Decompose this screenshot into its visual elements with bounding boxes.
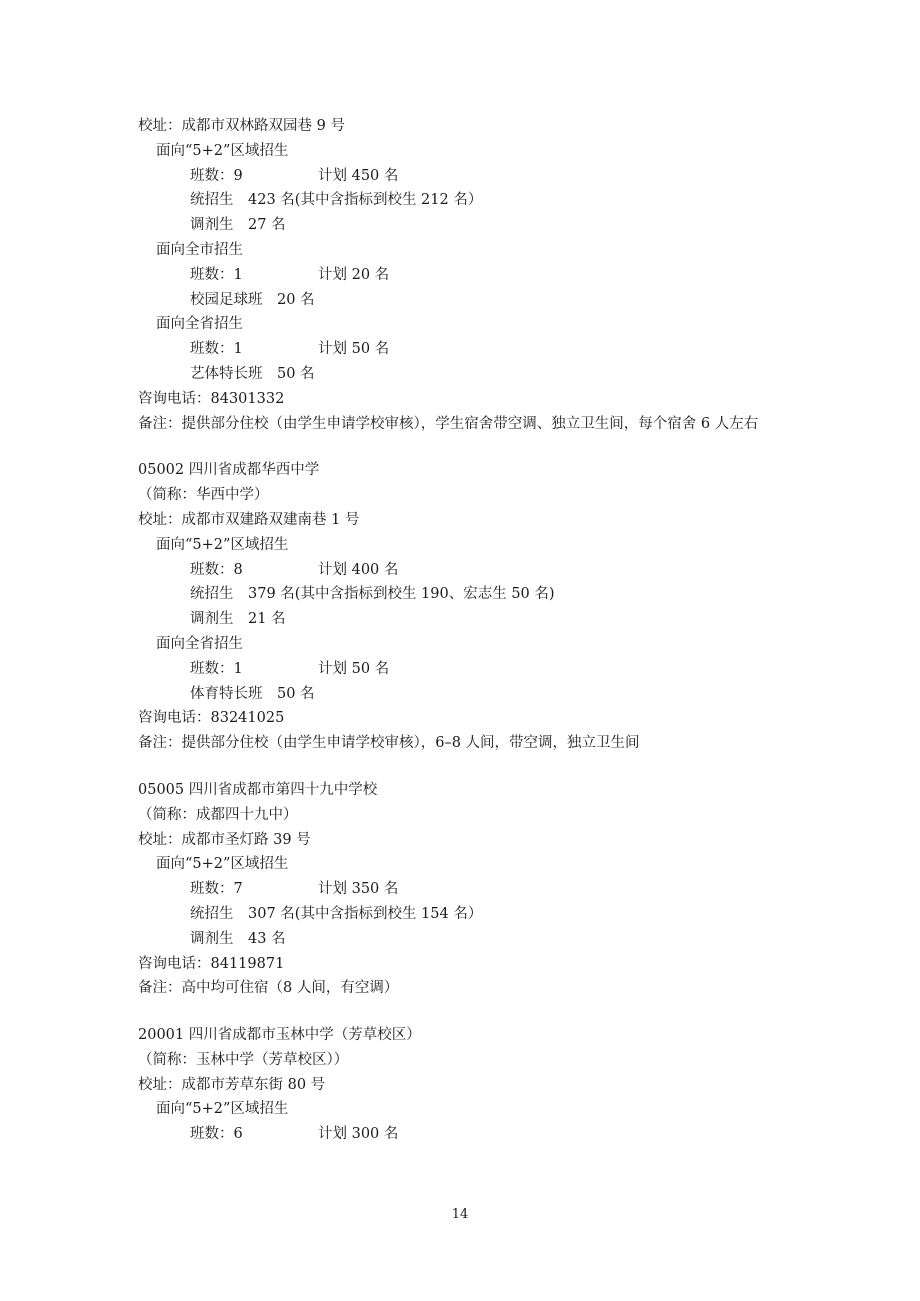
class-plan-row (138, 164, 798, 189)
school-address: 校址：成都市圣灯路 39 号 (138, 831, 311, 848)
special-class: 体育特长班 50 名 (190, 685, 315, 702)
school-short-name: （简称：玉林中学（芳草校区）） (138, 1051, 349, 1068)
school-entry (138, 778, 798, 1001)
contact-phone: 咨询电话：84301332 (138, 390, 285, 407)
adjusted-enrollment: 调剂生 43 名 (190, 930, 286, 947)
unified-enrollment: 统招生 307 名(其中含指标到校生 154 名） (190, 905, 483, 922)
class-plan-row (138, 263, 798, 288)
school-title: 20001 四川省成都市玉林中学（芳草校区） (138, 1027, 421, 1044)
school-title: 05002 四川省成都华西中学 (138, 462, 320, 479)
school-address: 校址：成都市芳草东街 80 号 (138, 1076, 326, 1093)
class-count: 班数：1 (190, 660, 243, 677)
class-count: 班数：7 (190, 881, 243, 898)
city-enrollment-heading: 面向全市招生 (156, 241, 243, 258)
class-count: 班数：9 (190, 167, 243, 184)
document-page (138, 114, 798, 1147)
class-plan-row (138, 558, 798, 583)
school-address: 校址：成都市双林路双园巷 9 号 (138, 118, 345, 134)
class-count: 班数：1 (190, 266, 243, 283)
remarks: 备注：提供部分住校（由学生申请学校审核），6–8 人间，带空调，独立卫生间 (138, 735, 640, 752)
enrollment-plan: 计划 450 名 (318, 167, 399, 184)
province-enrollment-heading: 面向全省招生 (156, 635, 243, 652)
class-plan-row (138, 877, 798, 902)
school-short-name: （简称：成都四十九中） (138, 806, 298, 823)
school-address: 校址：成都市双建路双建南巷 1 号 (138, 511, 360, 528)
region-enrollment-heading: 面向“5+2”区域招生 (156, 856, 289, 873)
region-enrollment-heading: 面向“5+2”区域招生 (156, 1101, 289, 1118)
region-enrollment-heading: 面向“5+2”区域招生 (156, 536, 289, 553)
special-class: 校园足球班 20 名 (190, 291, 315, 308)
contact-phone: 咨询电话：83241025 (138, 710, 285, 727)
class-count: 班数：1 (190, 341, 243, 358)
class-plan-row (138, 1122, 798, 1147)
unified-enrollment: 统招生 379 名(其中含指标到校生 190、宏志生 50 名) (190, 586, 555, 603)
remarks: 备注：高中均可住宿（8 人间，有空调） (138, 980, 399, 997)
school-entry (138, 114, 798, 436)
enrollment-plan: 计划 50 名 (318, 341, 390, 358)
class-count: 班数：6 (190, 1126, 243, 1143)
province-enrollment-heading: 面向全省招生 (156, 316, 243, 333)
page-number: 14 (451, 1207, 469, 1222)
enrollment-plan: 计划 20 名 (318, 266, 390, 283)
enrollment-plan: 计划 400 名 (318, 561, 399, 578)
remarks: 备注：提供部分住校（由学生申请学校审核），学生宿舍带空调、独立卫生间，每个宿舍 6 人左右 (138, 415, 759, 432)
adjusted-enrollment: 调剂生 27 名 (190, 217, 286, 234)
enrollment-plan: 计划 300 名 (318, 1126, 399, 1143)
enrollment-plan: 计划 50 名 (318, 660, 390, 677)
special-class: 艺体特长班 50 名 (190, 365, 315, 382)
unified-enrollment: 统招生 423 名(其中含指标到校生 212 名） (190, 192, 483, 209)
school-title: 05005 四川省成都市第四十九中学校 (138, 781, 378, 798)
school-short-name: （简称：华西中学） (138, 487, 269, 504)
region-enrollment-heading: 面向“5+2”区域招生 (156, 142, 289, 159)
class-plan-row (138, 337, 798, 362)
enrollment-plan: 计划 350 名 (318, 881, 399, 898)
contact-phone: 咨询电话：84119871 (138, 955, 285, 972)
class-plan-row (138, 657, 798, 682)
adjusted-enrollment: 调剂生 21 名 (190, 611, 286, 628)
school-entry (138, 458, 798, 756)
class-count: 班数：8 (190, 561, 243, 578)
school-entry (138, 1023, 798, 1147)
